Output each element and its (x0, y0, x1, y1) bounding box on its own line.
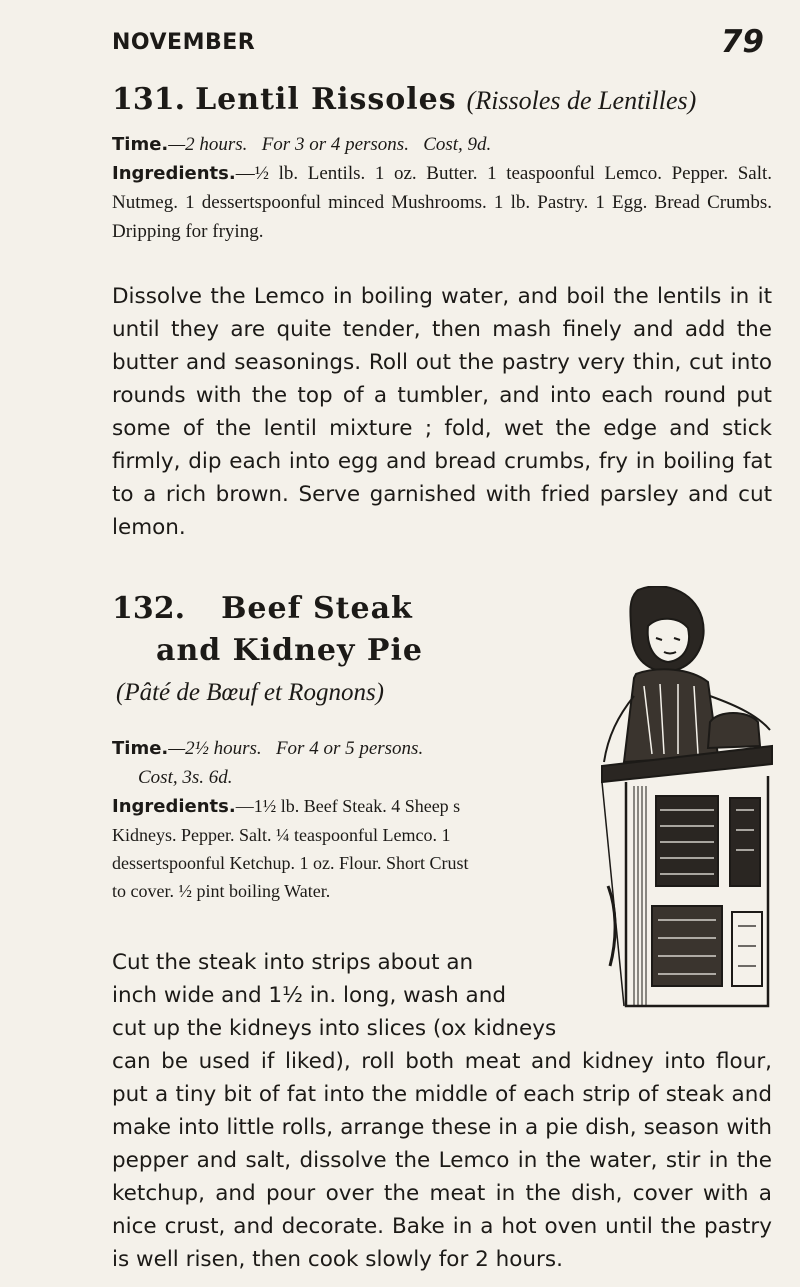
recipe-number: 131. (112, 82, 186, 117)
recipe-131-time-line (112, 130, 772, 159)
recipe-number: 132. (112, 591, 186, 626)
time-label: Time. (112, 738, 169, 759)
ingredients-text: —½ lb. Lentils. 1 oz. Butter. 1 teaspoonful Lemco. Pepper. Salt. Nutmeg. 1 dessertspoonful minced Mushrooms. 1 lb. Pastry. 1 Egg. Bread Crumbs. Dripping for frying. (112, 163, 772, 242)
recipe-name-line-1: Beef Steak (221, 591, 413, 626)
recipe-131-ingredients (112, 159, 772, 246)
recipe-132-ingredients (112, 792, 484, 905)
recipe-french-name: (Rissoles de Lentilles) (466, 86, 697, 115)
recipe-french-name: (Pâté de Bœuf et Rognons) (116, 679, 384, 706)
recipe-name: Lentil Rissoles (195, 82, 457, 117)
ingredients-label: Ingredients. (112, 796, 236, 817)
recipe-132-method-wrapped (112, 946, 557, 1045)
servings: For 4 or 5 persons. (275, 738, 424, 759)
recipe-name-line-2: and Kidney Pie (156, 633, 423, 668)
recipe-132-time-line (112, 734, 532, 792)
method-line: Cut the steak into strips about an (112, 950, 474, 975)
method-line: cut up the kidneys into slices (ox kidneys (112, 1016, 557, 1041)
recipe-132-title (112, 591, 532, 706)
servings: For 3 or 4 persons. (261, 134, 409, 155)
recipe-131-title (112, 82, 772, 117)
page-number: 79 (720, 24, 764, 60)
recipe-132-method: can be used if liked), roll both meat and kidney into flour, put a tiny bit of fat into the middle of each strip of steak and make into little rolls, arrange these in a pie dish, season with pepper and salt, dissolve the Lemco in the water, stir in the ketchup, and pour over the meat in the dish, cover with a nice crust, and decorate. Bake in a hot oven until the pastry is well risen, then cook slowly for 2 hours. (112, 1049, 772, 1272)
time-value: —2 hours. (168, 134, 248, 155)
ingredients-label: Ingredients. (112, 163, 236, 184)
time-label: Time. (112, 134, 169, 155)
recipe-131-method: Dissolve the Lemco in boiling water, and boil the lentils in it until they are quite tender, then mash finely and add the butter and seasonings. Roll out the pastry very thin, cut into rounds with the top of a tumbler, and into each round put some of the lentil mixture ; fold, wet the edge and stick firmly, dip each into egg and bread crumbs, fry in boiling fat to a rich brown. Serve garnished with fried parsley and cut lemon. (112, 284, 772, 540)
month-heading: NOVEMBER (112, 30, 256, 55)
cost: Cost, 3s. 6d. (138, 767, 233, 788)
ingredients-text: —1½ lb. Beef Steak. 4 Sheep s Kidneys. Pepper. Salt. ¼ teaspoonful Lemco. 1 dessertspoonful Ketchup. 1 oz. Flour. Short Crust to cover. ½ pint boiling Water. (112, 796, 469, 901)
cost: Cost, 9d. (423, 134, 492, 155)
woman-at-kitchen-range-illustration (598, 586, 774, 1010)
method-line: inch wide and 1½ in. long, wash and (112, 983, 506, 1008)
running-head (112, 22, 764, 62)
time-value: —2½ hours. (168, 738, 262, 759)
